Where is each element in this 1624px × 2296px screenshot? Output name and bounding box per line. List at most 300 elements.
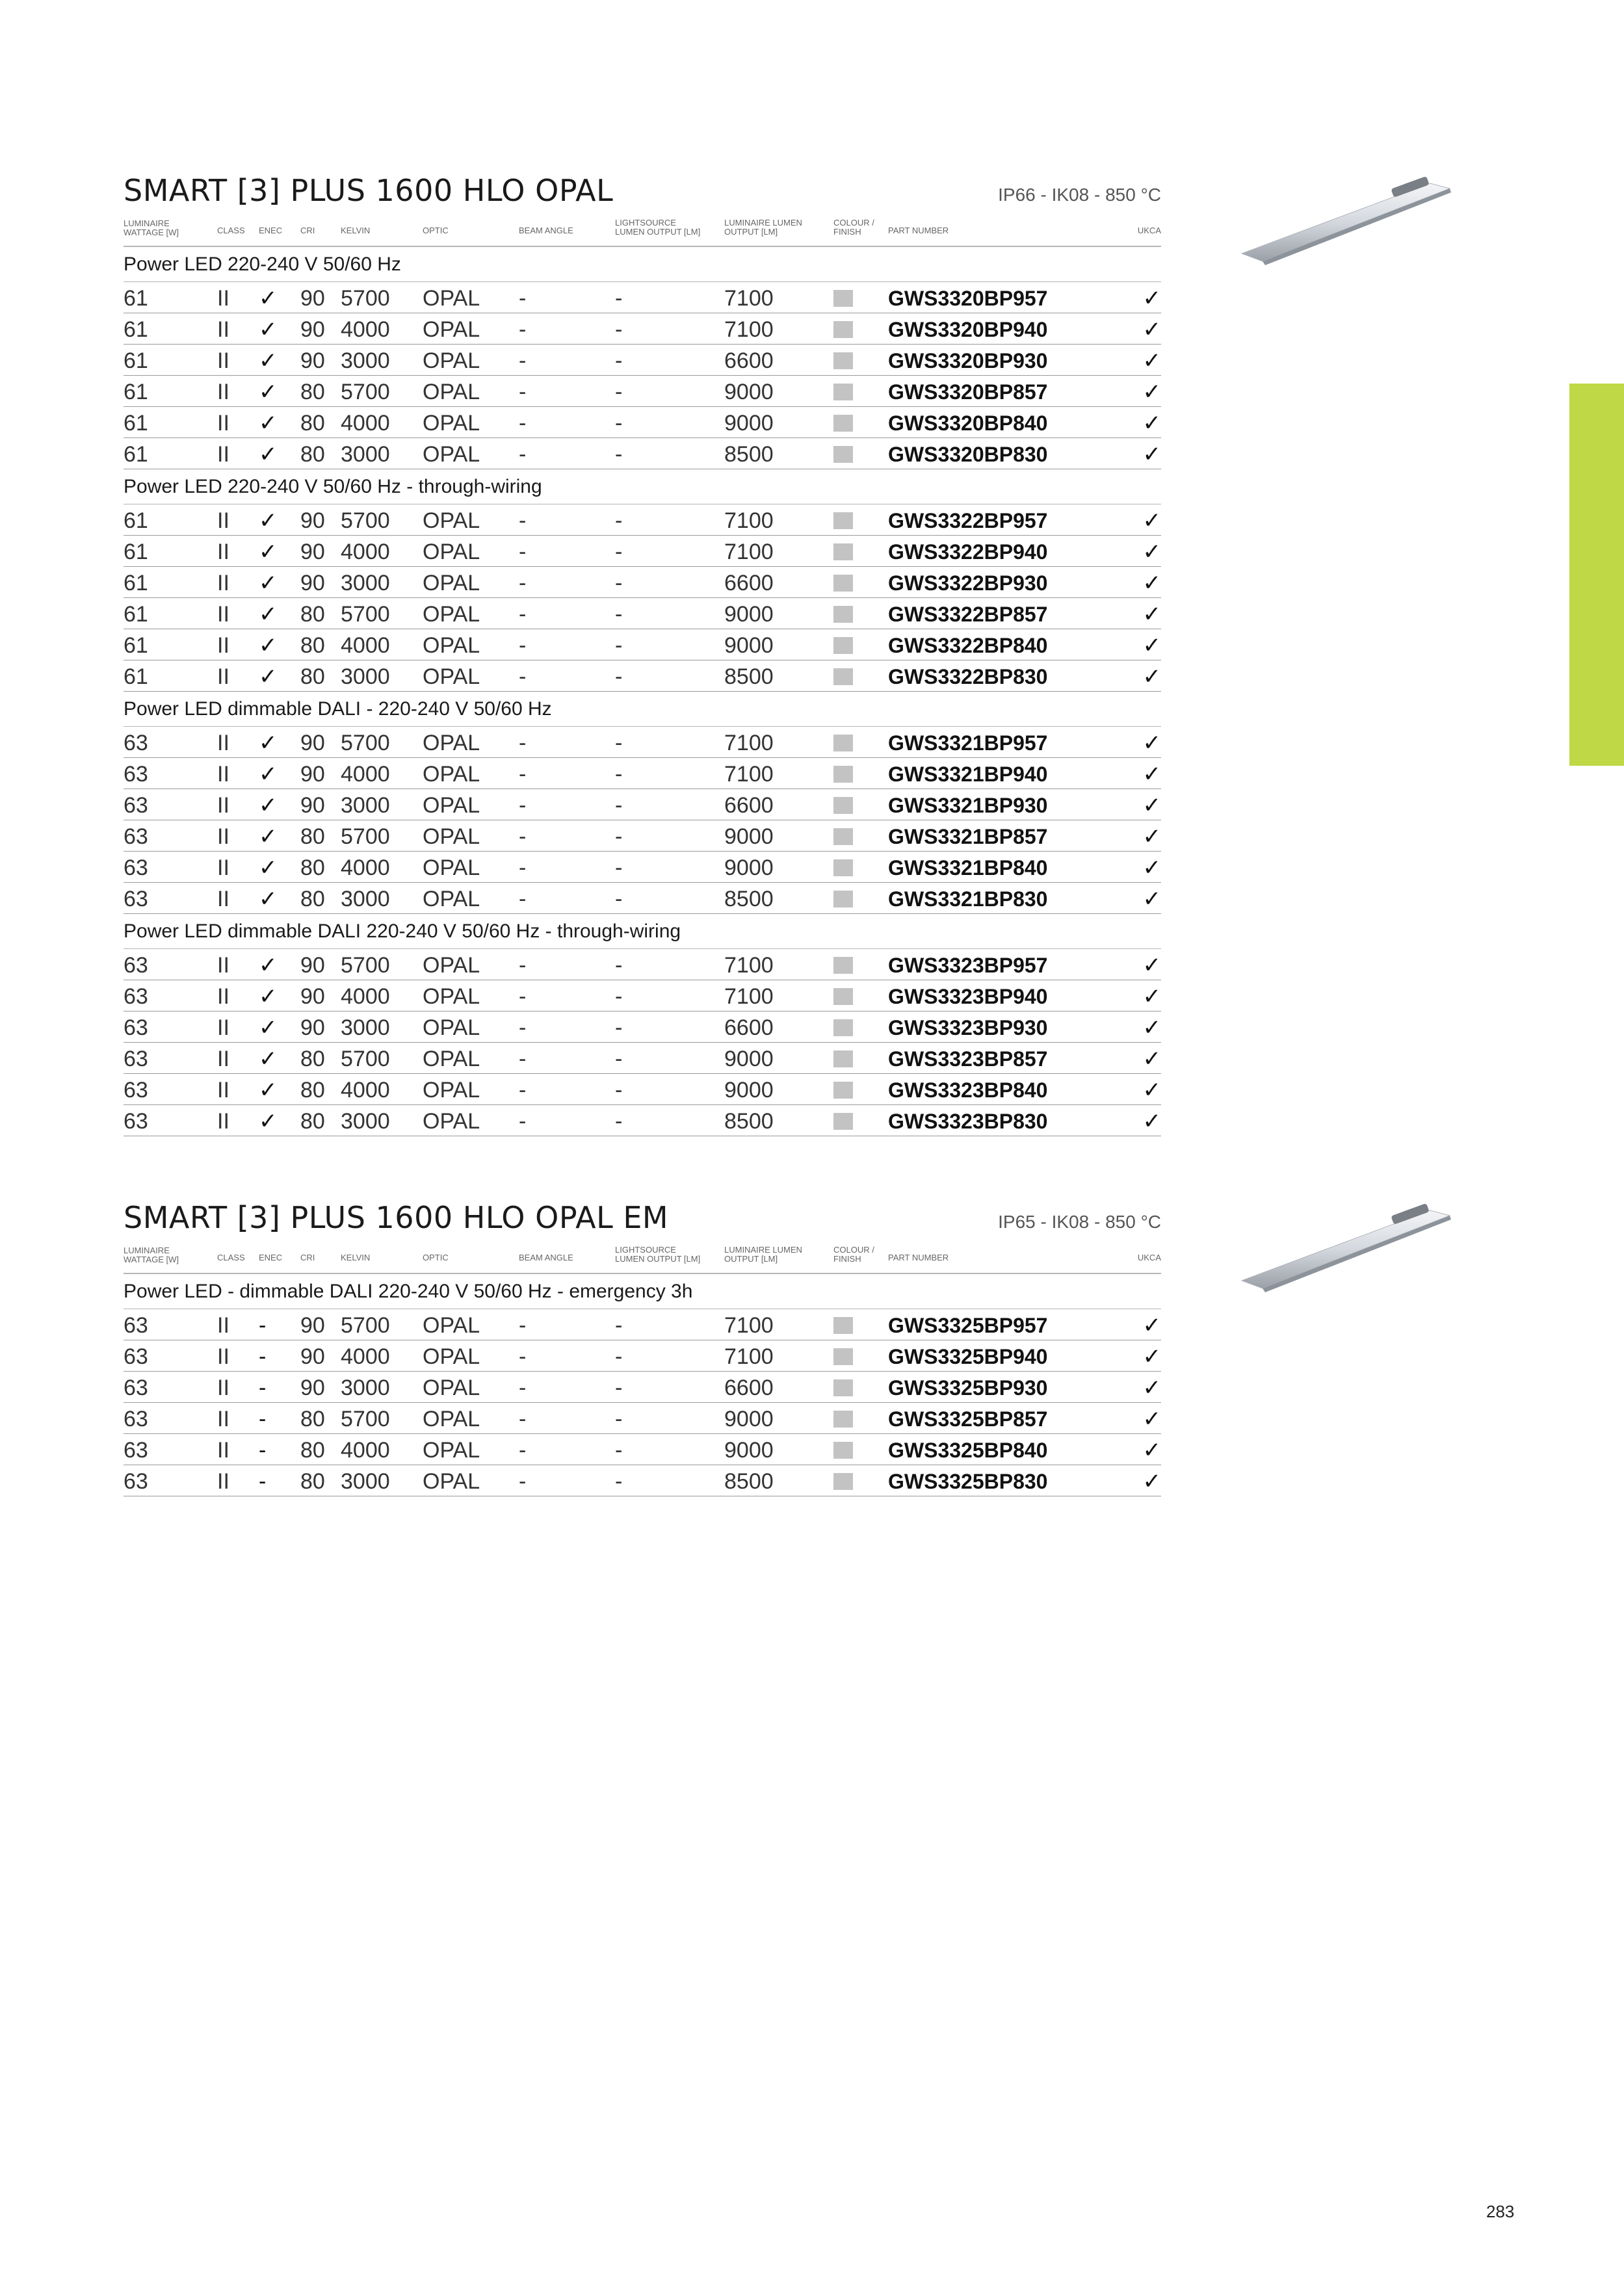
luminaire-lumen-cell: 7100: [724, 984, 774, 1009]
lightsource-lumen-cell: -: [615, 1438, 623, 1463]
lightsource-lumen-cell: -: [615, 1344, 623, 1369]
enec-cell: ✓: [259, 793, 278, 818]
cri-cell: 80: [300, 411, 325, 436]
luminaire-lumen-cell: 9000: [724, 824, 774, 849]
ukca-cell: ✓: [1142, 984, 1161, 1009]
luminaire-lumen-cell: 9000: [724, 411, 774, 436]
cri-cell: 90: [300, 317, 325, 342]
lightsource-lumen-cell: -: [615, 1015, 623, 1040]
beam-angle-cell: -: [519, 508, 527, 533]
beam-angle-cell: -: [519, 664, 527, 689]
enec-cell: ✓: [259, 1078, 278, 1102]
header-lightsource: LIGHTSOURCE LUMEN OUTPUT [LM]: [615, 218, 701, 237]
enec-cell: -: [259, 1376, 267, 1400]
enec-cell: -: [259, 1344, 267, 1369]
kelvin-cell: 3000: [341, 1109, 390, 1134]
page-number: 283: [1486, 2202, 1515, 2221]
enec-cell: ✓: [259, 762, 278, 787]
enec-cell: ✓: [259, 508, 278, 533]
beam-angle-cell: -: [519, 1376, 527, 1400]
header-ukca: UKCA: [1137, 226, 1161, 235]
enec-cell: ✓: [259, 317, 278, 342]
cri-cell: 90: [300, 508, 325, 533]
wattage-cell: 61: [124, 508, 148, 533]
ukca-cell: ✓: [1142, 1047, 1161, 1071]
table-row: [124, 660, 1161, 692]
class-cell: II: [217, 1407, 229, 1431]
lightsource-lumen-cell: -: [615, 286, 623, 311]
header-wattage: LUMINAIRE WATTAGE [W]: [124, 1246, 179, 1264]
optic-cell: OPAL: [423, 380, 480, 404]
enec-cell: ✓: [259, 984, 278, 1009]
ukca-cell: ✓: [1142, 286, 1161, 311]
table-row: [124, 598, 1161, 629]
cri-cell: 80: [300, 1078, 325, 1102]
ukca-cell: ✓: [1142, 602, 1161, 627]
luminaire-lumen-cell: 7100: [724, 317, 774, 342]
kelvin-cell: 4000: [341, 411, 390, 436]
wattage-cell: 61: [124, 348, 148, 373]
part-number-cell: GWS3325BP857: [888, 1407, 1048, 1431]
colour-swatch: [833, 1113, 853, 1130]
wattage-cell: 63: [124, 731, 148, 755]
luminaire-lumen-cell: 8500: [724, 664, 774, 689]
kelvin-cell: 3000: [341, 793, 390, 818]
cri-cell: 90: [300, 762, 325, 787]
class-cell: II: [217, 664, 229, 689]
luminaire-lumen-cell: 7100: [724, 286, 774, 311]
part-number-cell: GWS3325BP957: [888, 1314, 1048, 1337]
kelvin-cell: 4000: [341, 1078, 390, 1102]
part-number-cell: GWS3320BP830: [888, 443, 1048, 466]
kelvin-cell: 3000: [341, 348, 390, 373]
table-row: [124, 980, 1161, 1011]
ukca-cell: ✓: [1142, 664, 1161, 689]
lightsource-lumen-cell: -: [615, 508, 623, 533]
colour-swatch: [833, 1348, 853, 1365]
colour-swatch: [833, 735, 853, 751]
wattage-cell: 63: [124, 953, 148, 978]
beam-angle-cell: -: [519, 1109, 527, 1134]
class-cell: II: [217, 571, 229, 595]
luminaire-image: [1235, 170, 1456, 268]
beam-angle-cell: -: [519, 286, 527, 311]
luminaire-lumen-cell: 7100: [724, 508, 774, 533]
cri-cell: 80: [300, 824, 325, 849]
header-kelvin: KELVIN: [341, 1253, 371, 1262]
kelvin-cell: 4000: [341, 1344, 390, 1369]
enec-cell: ✓: [259, 1015, 278, 1040]
part-number-cell: GWS3321BP930: [888, 794, 1048, 817]
enec-cell: ✓: [259, 731, 278, 755]
optic-cell: OPAL: [423, 793, 480, 818]
class-cell: II: [217, 442, 229, 467]
part-number-cell: GWS3323BP940: [888, 985, 1048, 1008]
beam-angle-cell: -: [519, 824, 527, 849]
part-number-cell: GWS3323BP840: [888, 1078, 1048, 1102]
class-cell: II: [217, 1109, 229, 1134]
optic-cell: OPAL: [423, 540, 480, 564]
class-cell: II: [217, 953, 229, 978]
enec-cell: ✓: [259, 442, 278, 467]
enec-cell: -: [259, 1469, 267, 1494]
part-number-cell: GWS3323BP957: [888, 954, 1048, 977]
kelvin-cell: 3000: [341, 571, 390, 595]
lightsource-lumen-cell: -: [615, 411, 623, 436]
enec-cell: ✓: [259, 348, 278, 373]
wattage-cell: 63: [124, 1313, 148, 1338]
wattage-cell: 61: [124, 317, 148, 342]
lightsource-lumen-cell: -: [615, 953, 623, 978]
cri-cell: 80: [300, 664, 325, 689]
part-number-cell: GWS3322BP830: [888, 665, 1048, 688]
header-cri: CRI: [300, 1253, 315, 1262]
header-ukca: UKCA: [1137, 1253, 1161, 1262]
class-cell: II: [217, 1469, 229, 1494]
groups: [124, 1274, 1161, 1496]
part-number-cell: GWS3325BP940: [888, 1345, 1048, 1368]
luminaire-lumen-cell: 6600: [724, 571, 774, 595]
lightsource-lumen-cell: -: [615, 887, 623, 911]
optic-cell: OPAL: [423, 855, 480, 880]
beam-angle-cell: -: [519, 953, 527, 978]
beam-angle-cell: -: [519, 1047, 527, 1071]
kelvin-cell: 4000: [341, 984, 390, 1009]
beam-angle-cell: -: [519, 633, 527, 658]
class-cell: II: [217, 411, 229, 436]
colour-swatch: [833, 290, 853, 307]
class-cell: II: [217, 540, 229, 564]
wattage-cell: 61: [124, 571, 148, 595]
luminaire-lumen-cell: 9000: [724, 602, 774, 627]
part-number-cell: GWS3321BP840: [888, 856, 1048, 880]
lightsource-lumen-cell: -: [615, 731, 623, 755]
colour-swatch: [833, 543, 853, 560]
beam-angle-cell: -: [519, 380, 527, 404]
lightsource-lumen-cell: -: [615, 1078, 623, 1102]
class-cell: II: [217, 824, 229, 849]
table-row: [124, 1074, 1161, 1105]
table-row: [124, 1043, 1161, 1074]
cri-cell: 90: [300, 1015, 325, 1040]
wattage-cell: 63: [124, 1438, 148, 1463]
enec-cell: ✓: [259, 602, 278, 627]
luminaire-lumen-cell: 9000: [724, 1047, 774, 1071]
part-number-cell: GWS3320BP857: [888, 380, 1048, 404]
wattage-cell: 61: [124, 411, 148, 436]
part-number-cell: GWS3320BP940: [888, 318, 1048, 341]
ukca-cell: ✓: [1142, 1015, 1161, 1040]
class-cell: II: [217, 348, 229, 373]
lightsource-lumen-cell: -: [615, 793, 623, 818]
ukca-cell: ✓: [1142, 1438, 1161, 1463]
luminaire-lumen-cell: 7100: [724, 953, 774, 978]
part-number-cell: GWS3320BP930: [888, 349, 1048, 372]
lightsource-lumen-cell: -: [615, 1047, 623, 1071]
wattage-cell: 63: [124, 855, 148, 880]
cri-cell: 90: [300, 1313, 325, 1338]
beam-angle-cell: -: [519, 571, 527, 595]
enec-cell: ✓: [259, 411, 278, 436]
optic-cell: OPAL: [423, 317, 480, 342]
part-number-cell: GWS3322BP940: [888, 540, 1048, 564]
ukca-cell: ✓: [1142, 1078, 1161, 1102]
ukca-cell: ✓: [1142, 411, 1161, 436]
ukca-cell: ✓: [1142, 633, 1161, 658]
kelvin-cell: 5700: [341, 602, 390, 627]
beam-angle-cell: -: [519, 1407, 527, 1431]
part-number-cell: GWS3322BP957: [888, 509, 1048, 532]
wattage-cell: 61: [124, 540, 148, 564]
table-row: [124, 1011, 1161, 1043]
cri-cell: 80: [300, 602, 325, 627]
part-number-cell: GWS3322BP930: [888, 571, 1048, 595]
enec-cell: ✓: [259, 286, 278, 311]
group-title: Power LED dimmable DALI 220-240 V 50/60 Hz - through-wiring: [124, 914, 1161, 949]
part-number-cell: GWS3325BP840: [888, 1439, 1048, 1462]
enec-cell: ✓: [259, 824, 278, 849]
part-number-cell: GWS3322BP857: [888, 603, 1048, 626]
enec-cell: -: [259, 1313, 267, 1338]
product-section-opal: [124, 166, 1161, 1136]
class-cell: II: [217, 317, 229, 342]
kelvin-cell: 5700: [341, 508, 390, 533]
header-optic: OPTIC: [423, 1253, 449, 1262]
kelvin-cell: 4000: [341, 633, 390, 658]
colour-swatch: [833, 384, 853, 400]
ukca-cell: ✓: [1142, 1313, 1161, 1338]
group-title: Power LED - dimmable DALI 220-240 V 50/60 Hz - emergency 3h: [124, 1274, 1161, 1309]
cri-cell: 80: [300, 1469, 325, 1494]
lightsource-lumen-cell: -: [615, 1109, 623, 1134]
cri-cell: 80: [300, 1407, 325, 1431]
class-cell: II: [217, 1047, 229, 1071]
part-number-cell: GWS3323BP830: [888, 1110, 1048, 1133]
wattage-cell: 61: [124, 286, 148, 311]
ukca-cell: ✓: [1142, 540, 1161, 564]
beam-angle-cell: -: [519, 1438, 527, 1463]
colour-swatch: [833, 828, 853, 845]
enec-cell: ✓: [259, 664, 278, 689]
class-cell: II: [217, 286, 229, 311]
wattage-cell: 61: [124, 442, 148, 467]
header-class: CLASS: [217, 1253, 245, 1262]
colour-swatch: [833, 637, 853, 654]
cri-cell: 80: [300, 1438, 325, 1463]
ukca-cell: ✓: [1142, 887, 1161, 911]
colour-swatch: [833, 797, 853, 814]
header-enec: ENEC: [259, 226, 283, 235]
optic-cell: OPAL: [423, 762, 480, 787]
header-enec: ENEC: [259, 1253, 283, 1262]
enec-cell: -: [259, 1407, 267, 1431]
wattage-cell: 61: [124, 602, 148, 627]
ukca-cell: ✓: [1142, 508, 1161, 533]
optic-cell: OPAL: [423, 348, 480, 373]
kelvin-cell: 5700: [341, 824, 390, 849]
optic-cell: OPAL: [423, 411, 480, 436]
cri-cell: 80: [300, 855, 325, 880]
class-cell: II: [217, 731, 229, 755]
part-number-cell: GWS3323BP930: [888, 1016, 1048, 1039]
ukca-cell: ✓: [1142, 348, 1161, 373]
wattage-cell: 63: [124, 824, 148, 849]
kelvin-cell: 5700: [341, 1313, 390, 1338]
optic-cell: OPAL: [423, 1438, 480, 1463]
class-cell: II: [217, 633, 229, 658]
header-cri: CRI: [300, 226, 315, 235]
header-wattage: LUMINAIRE WATTAGE [W]: [124, 218, 179, 237]
optic-cell: OPAL: [423, 1344, 480, 1369]
cri-cell: 90: [300, 953, 325, 978]
cri-cell: 80: [300, 1047, 325, 1071]
table-row: [124, 1340, 1161, 1372]
table-row: [124, 504, 1161, 536]
wattage-cell: 63: [124, 1047, 148, 1071]
luminaire-lumen-cell: 7100: [724, 731, 774, 755]
cri-cell: 80: [300, 380, 325, 404]
table-row: [124, 313, 1161, 345]
kelvin-cell: 4000: [341, 762, 390, 787]
section-title: SMART [3] PLUS 1600 HLO OPAL: [124, 173, 614, 208]
wattage-cell: 63: [124, 1407, 148, 1431]
lightsource-lumen-cell: -: [615, 442, 623, 467]
class-cell: II: [217, 793, 229, 818]
table-row: [124, 949, 1161, 980]
kelvin-cell: 3000: [341, 1015, 390, 1040]
optic-cell: OPAL: [423, 508, 480, 533]
enec-cell: ✓: [259, 855, 278, 880]
lightsource-lumen-cell: -: [615, 762, 623, 787]
section-rating: IP65 - IK08 - 850 °C: [998, 1212, 1161, 1232]
optic-cell: OPAL: [423, 602, 480, 627]
header-optic: OPTIC: [423, 226, 449, 235]
optic-cell: OPAL: [423, 1078, 480, 1102]
class-cell: II: [217, 984, 229, 1009]
beam-angle-cell: -: [519, 1344, 527, 1369]
part-number-cell: GWS3323BP857: [888, 1047, 1048, 1071]
wattage-cell: 61: [124, 664, 148, 689]
table-row: [124, 727, 1161, 758]
kelvin-cell: 4000: [341, 1438, 390, 1463]
cri-cell: 80: [300, 1109, 325, 1134]
enec-cell: ✓: [259, 633, 278, 658]
header-beam: BEAM ANGLE: [519, 1253, 573, 1262]
part-number-cell: GWS3321BP940: [888, 763, 1048, 786]
beam-angle-cell: -: [519, 1313, 527, 1338]
class-cell: II: [217, 1015, 229, 1040]
luminaire-lumen-cell: 6600: [724, 1376, 774, 1400]
header-luminaire: LUMINAIRE LUMEN OUTPUT [LM]: [724, 218, 802, 237]
table-row: [124, 1465, 1161, 1496]
beam-angle-cell: -: [519, 348, 527, 373]
header-kelvin: KELVIN: [341, 226, 371, 235]
luminaire-lumen-cell: 7100: [724, 1313, 774, 1338]
wattage-cell: 63: [124, 1469, 148, 1494]
colour-swatch: [833, 1442, 853, 1459]
lightsource-lumen-cell: -: [615, 1376, 623, 1400]
beam-angle-cell: -: [519, 855, 527, 880]
class-cell: II: [217, 887, 229, 911]
part-number-cell: GWS3321BP957: [888, 731, 1048, 755]
luminaire-em-image: [1235, 1197, 1456, 1295]
ukca-cell: ✓: [1142, 1376, 1161, 1400]
colour-swatch: [833, 1411, 853, 1428]
ukca-cell: ✓: [1142, 855, 1161, 880]
optic-cell: OPAL: [423, 984, 480, 1009]
part-number-cell: GWS3322BP840: [888, 634, 1048, 657]
colour-swatch: [833, 668, 853, 685]
beam-angle-cell: -: [519, 1078, 527, 1102]
ukca-cell: ✓: [1142, 317, 1161, 342]
class-cell: II: [217, 1313, 229, 1338]
table-row: [124, 345, 1161, 376]
colour-swatch: [833, 1019, 853, 1036]
cri-cell: 90: [300, 984, 325, 1009]
luminaire-lumen-cell: 9000: [724, 380, 774, 404]
ukca-cell: ✓: [1142, 442, 1161, 467]
header-lightsource: LIGHTSOURCE LUMEN OUTPUT [LM]: [615, 1245, 701, 1264]
table-row: [124, 1434, 1161, 1465]
colour-swatch: [833, 1473, 853, 1490]
table-row: [124, 376, 1161, 407]
cri-cell: 90: [300, 540, 325, 564]
table-row: [124, 1403, 1161, 1434]
beam-angle-cell: -: [519, 442, 527, 467]
kelvin-cell: 5700: [341, 1047, 390, 1071]
kelvin-cell: 5700: [341, 380, 390, 404]
header-beam: BEAM ANGLE: [519, 226, 573, 235]
luminaire-lumen-cell: 9000: [724, 1407, 774, 1431]
kelvin-cell: 4000: [341, 317, 390, 342]
beam-angle-cell: -: [519, 731, 527, 755]
kelvin-cell: 4000: [341, 540, 390, 564]
kelvin-cell: 3000: [341, 442, 390, 467]
ukca-cell: ✓: [1142, 731, 1161, 755]
section-rating: IP66 - IK08 - 850 °C: [998, 185, 1161, 205]
header-part: PART NUMBER: [888, 226, 949, 235]
luminaire-lumen-cell: 9000: [724, 1438, 774, 1463]
lightsource-lumen-cell: -: [615, 824, 623, 849]
header-class: CLASS: [217, 226, 245, 235]
part-number-cell: GWS3320BP957: [888, 287, 1048, 310]
wattage-cell: 63: [124, 1344, 148, 1369]
table-row: [124, 282, 1161, 313]
ukca-cell: ✓: [1142, 1469, 1161, 1494]
wattage-cell: 63: [124, 887, 148, 911]
class-cell: II: [217, 1078, 229, 1102]
wattage-cell: 61: [124, 633, 148, 658]
section-title-row: [124, 1194, 1161, 1235]
class-cell: II: [217, 1438, 229, 1463]
cri-cell: 90: [300, 286, 325, 311]
lightsource-lumen-cell: -: [615, 664, 623, 689]
beam-angle-cell: -: [519, 411, 527, 436]
table-row: [124, 567, 1161, 598]
lightsource-lumen-cell: -: [615, 380, 623, 404]
class-cell: II: [217, 508, 229, 533]
optic-cell: OPAL: [423, 1469, 480, 1494]
optic-cell: OPAL: [423, 633, 480, 658]
ukca-cell: ✓: [1142, 762, 1161, 787]
cri-cell: 90: [300, 731, 325, 755]
luminaire-lumen-cell: 8500: [724, 1469, 774, 1494]
colour-swatch: [833, 1317, 853, 1334]
wattage-cell: 63: [124, 1078, 148, 1102]
luminaire-lumen-cell: 7100: [724, 762, 774, 787]
table-row: [124, 758, 1161, 789]
chapter-tab: [1569, 384, 1624, 766]
